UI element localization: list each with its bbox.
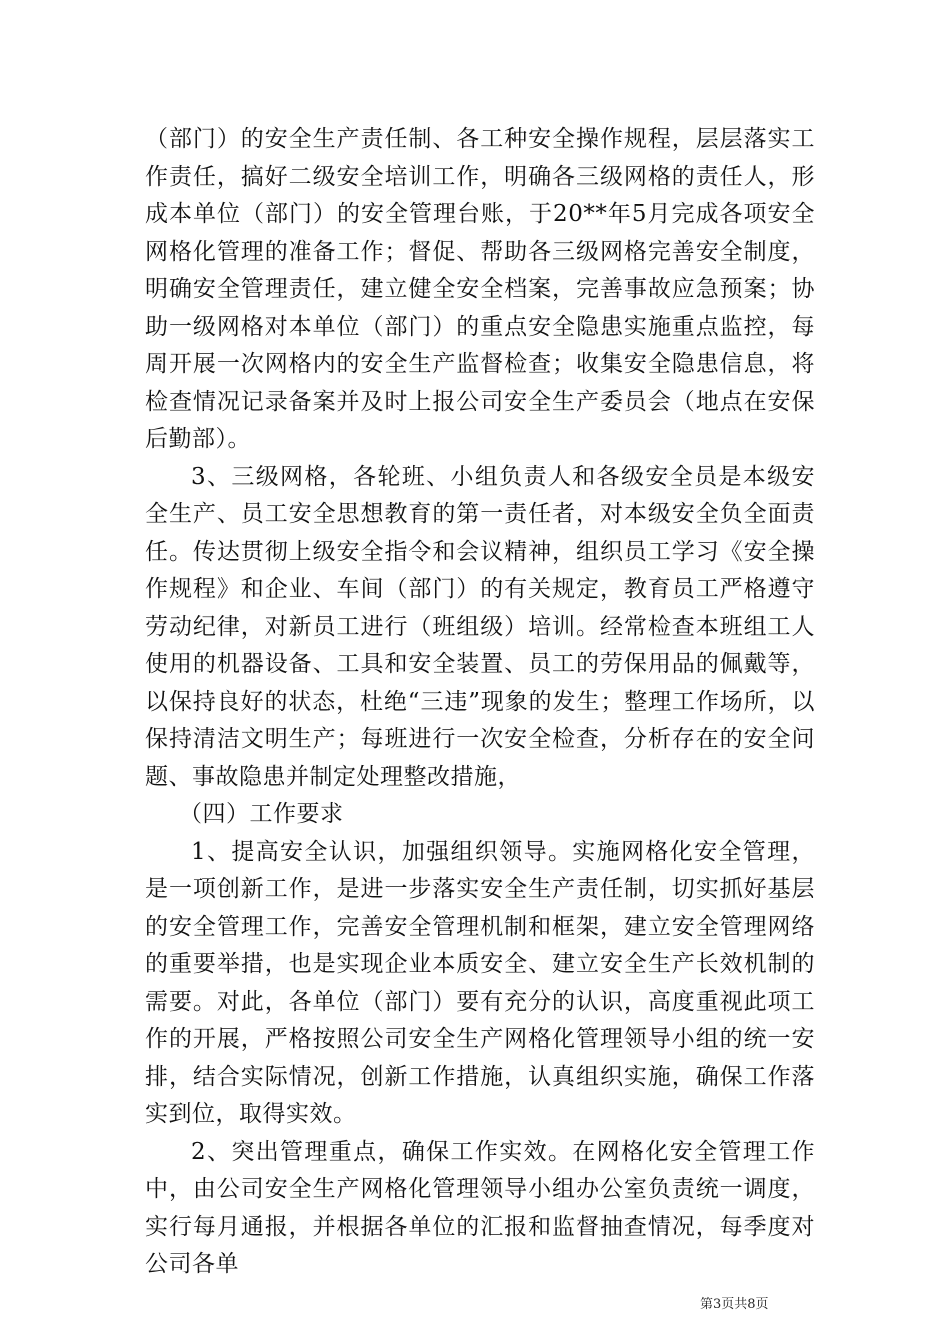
document-body <box>145 121 815 1284</box>
paragraph-continuation: （部门）的安全生产责任制、各工种安全操作规程，层层落实工作责任，搞好二级安全培训工作，明确各三级网格的责任人，形成本单位（部门）的安全管理台账，于20**年5月完成各项安全网格化管理的准备工作；督促、帮助各三级网格完善安全制度，明确安全管理责任，建立健全安全档案，完善事故应急预案；协助一级网格对本单位（部门）的重点安全隐患实施重点监控，每周开展一次网格内的安全生产监督检查；收集安全隐患信息，将检查情况记录备案并及时上报公司安全生产委员会（地点在安保后勤部）。 <box>145 126 815 452</box>
paragraph-third-level-grid: 3、三级网格，各轮班、小组负责人和各级安全员是本级安全生产、员工安全思想教育的第一责任者，对本级安全负全面责任。传达贯彻上级安全指令和会议精神，组织员工学习《安全操作规程》和企业、车间（部门）的有关规定，教育员工严格遵守劳动纪律，对新员工进行（班组级）培训。经常检查本班组工人使用的机器设备、工具和安全装置、员工的劳保用品的佩戴等，以保持良好的状态，杜绝“三违”现象的发生；整理工作场所，以保持清洁文明生产；每班进行一次安全检查，分析存在的安全问题、事故隐患并制定处理整改措施， <box>145 463 815 790</box>
page-number: 第3页共8页 <box>700 1297 769 1312</box>
paragraph-requirement-2: 2、突出管理重点，确保工作实效。在网格化安全管理工作中，由公司安全生产网格化管理领导小组办公室负责统一调度，实行每月通报，并根据各单位的汇报和监督抽查情况，每季度对公司各单 <box>145 1138 815 1277</box>
section-heading-work-requirements: （四）工作要求 <box>179 801 344 827</box>
paragraph-requirement-1: 1、提高安全认识，加强组织领导。实施网格化安全管理，是一项创新工作，是进一步落实安全生产责任制，切实抓好基层的安全管理工作，完善安全管理机制和框架，建立安全管理网络的重要举措，也是实现企业本质安全、建立安全生产长效机制的需要。对此，各单位（部门）要有充分的认识，高度重视此项工作的开展，严格按照公司安全生产网格化管理领导小组的统一安排，结合实际情况，创新工作措施，认真组织实施，确保工作落实到位，取得实效。 <box>145 838 815 1127</box>
